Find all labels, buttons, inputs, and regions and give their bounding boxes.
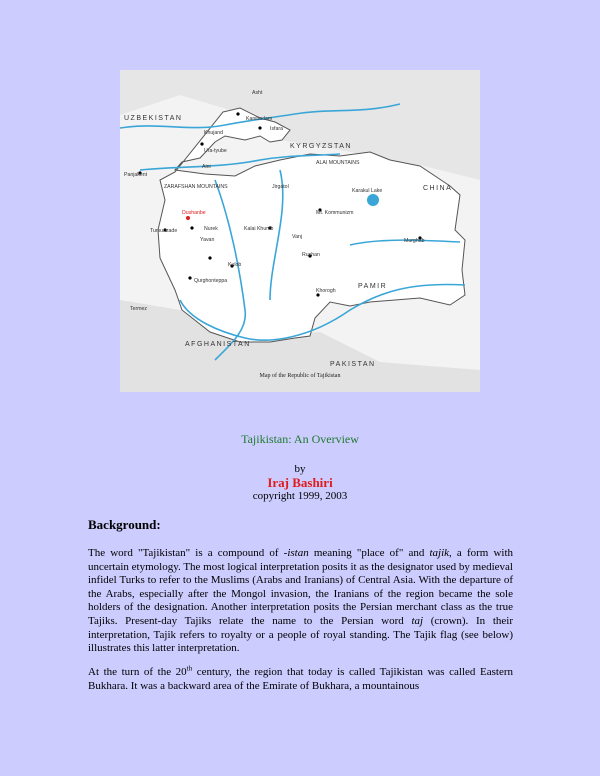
label-khujand: Khujand [204, 130, 224, 136]
label-karakul-lake: Karakul Lake [352, 188, 383, 194]
city-dot [188, 276, 191, 279]
label-termez: Termez [130, 306, 148, 312]
capital-dot [186, 216, 190, 220]
label-afghanistan: AFGHANISTAN [185, 341, 251, 348]
map-caption: Map of the Republic of Tajikistan [259, 373, 341, 379]
label-vanj: Vanj [292, 234, 302, 240]
label-zarafshan-mountains: ZARAFSHAN MOUNTAINS [164, 184, 228, 190]
label-pamir: PAMIR [358, 283, 388, 290]
label-kulob: Kulob [228, 262, 242, 268]
label-uzbekistan: UZBEKISTAN [124, 115, 183, 122]
label-pakistan: PAKISTAN [330, 361, 376, 368]
p1-text-1: The word "Tajikistan" is a compound of [88, 547, 284, 559]
label-kyrgyzstan: KYRGYZSTAN [290, 143, 352, 150]
label-dushanbe: Dushanbe [182, 210, 206, 216]
city-dot [236, 112, 239, 115]
author-name: Iraj Bashiri [267, 475, 333, 490]
label-ainy: Aini [202, 164, 211, 170]
label-kalai-khumb: Kalai Khumb [244, 226, 274, 232]
karakul-lake-marker [367, 194, 379, 206]
document-title: Tajikistan: An Overview [241, 432, 359, 446]
label-murghab: Murghab [404, 238, 425, 244]
label-jirgatol: Jirgatol [272, 184, 289, 190]
label-isfara: Isfara [270, 126, 283, 132]
p2-text-1: At the turn of the 20 [88, 666, 187, 678]
label-qurghonteppa: Qurghonteppa [194, 278, 228, 284]
background-paragraph-1 [88, 547, 513, 656]
label-khorogh: Khorogh [316, 288, 336, 294]
p1-text-3: , a form with uncertain etymology. The most logical interpretation posits it as the designator used by medieval infidel Turks to refer to the Muslims (Arabs and Iranians) of Central Asia. With the departure of the Arabs, especially after the Mongol invasion, the Iranians of the region became the sole holders of the designation. Another interpretation posits the Persian merchant class as the true Tajiks. Present-day Tajiks relate the name to the Persian word [88, 547, 514, 627]
city-dot [208, 256, 211, 259]
section-heading: Background: [88, 517, 161, 532]
label-nurek: Nurek [204, 226, 218, 232]
label-china: CHINA [423, 185, 453, 192]
map-graphic [120, 70, 480, 392]
city-dot [200, 142, 203, 145]
label-mt-kommunizm: Mt. Kommunizm [316, 210, 354, 216]
p1-tajik: tajik [429, 547, 450, 559]
background-paragraph-2 [88, 666, 513, 693]
label-rushan: Rushan [302, 252, 320, 258]
p2-superscript: th [186, 664, 193, 673]
label-asht: Asht [252, 90, 263, 96]
p2-text-2: century, the region that today is called Tajikistan was called Eastern Bukhara. It was a backward area of the Emirate of Bukhara, a mountainous [88, 666, 513, 692]
label-panjakent: Panjakent [124, 172, 148, 178]
p1-text-4: (crown). In their interpretation, Tajik refers to royalty or a people of royal standing. The Tajik flag (see below) illustrates this latter interpretation. [88, 614, 513, 655]
byline-by: by [294, 463, 306, 475]
p1-taj: taj [411, 614, 424, 627]
city-dot [258, 126, 261, 129]
tajikistan-map [120, 70, 480, 392]
label-kanibadam: Kanibadam [246, 116, 273, 122]
label-ura-tyube: Ura-tyube [204, 148, 227, 154]
label-yavan: Yavan [200, 237, 215, 243]
copyright-notice: copyright 1999, 2003 [252, 490, 348, 502]
p1-text-2: meaning "place of" and [308, 547, 430, 559]
city-dot [190, 226, 193, 229]
label-tursunzade: Tursunzade [150, 228, 178, 234]
label-alai-mountains: ALAI MOUNTAINS [316, 160, 360, 166]
p1-istan: -istan [283, 547, 309, 559]
